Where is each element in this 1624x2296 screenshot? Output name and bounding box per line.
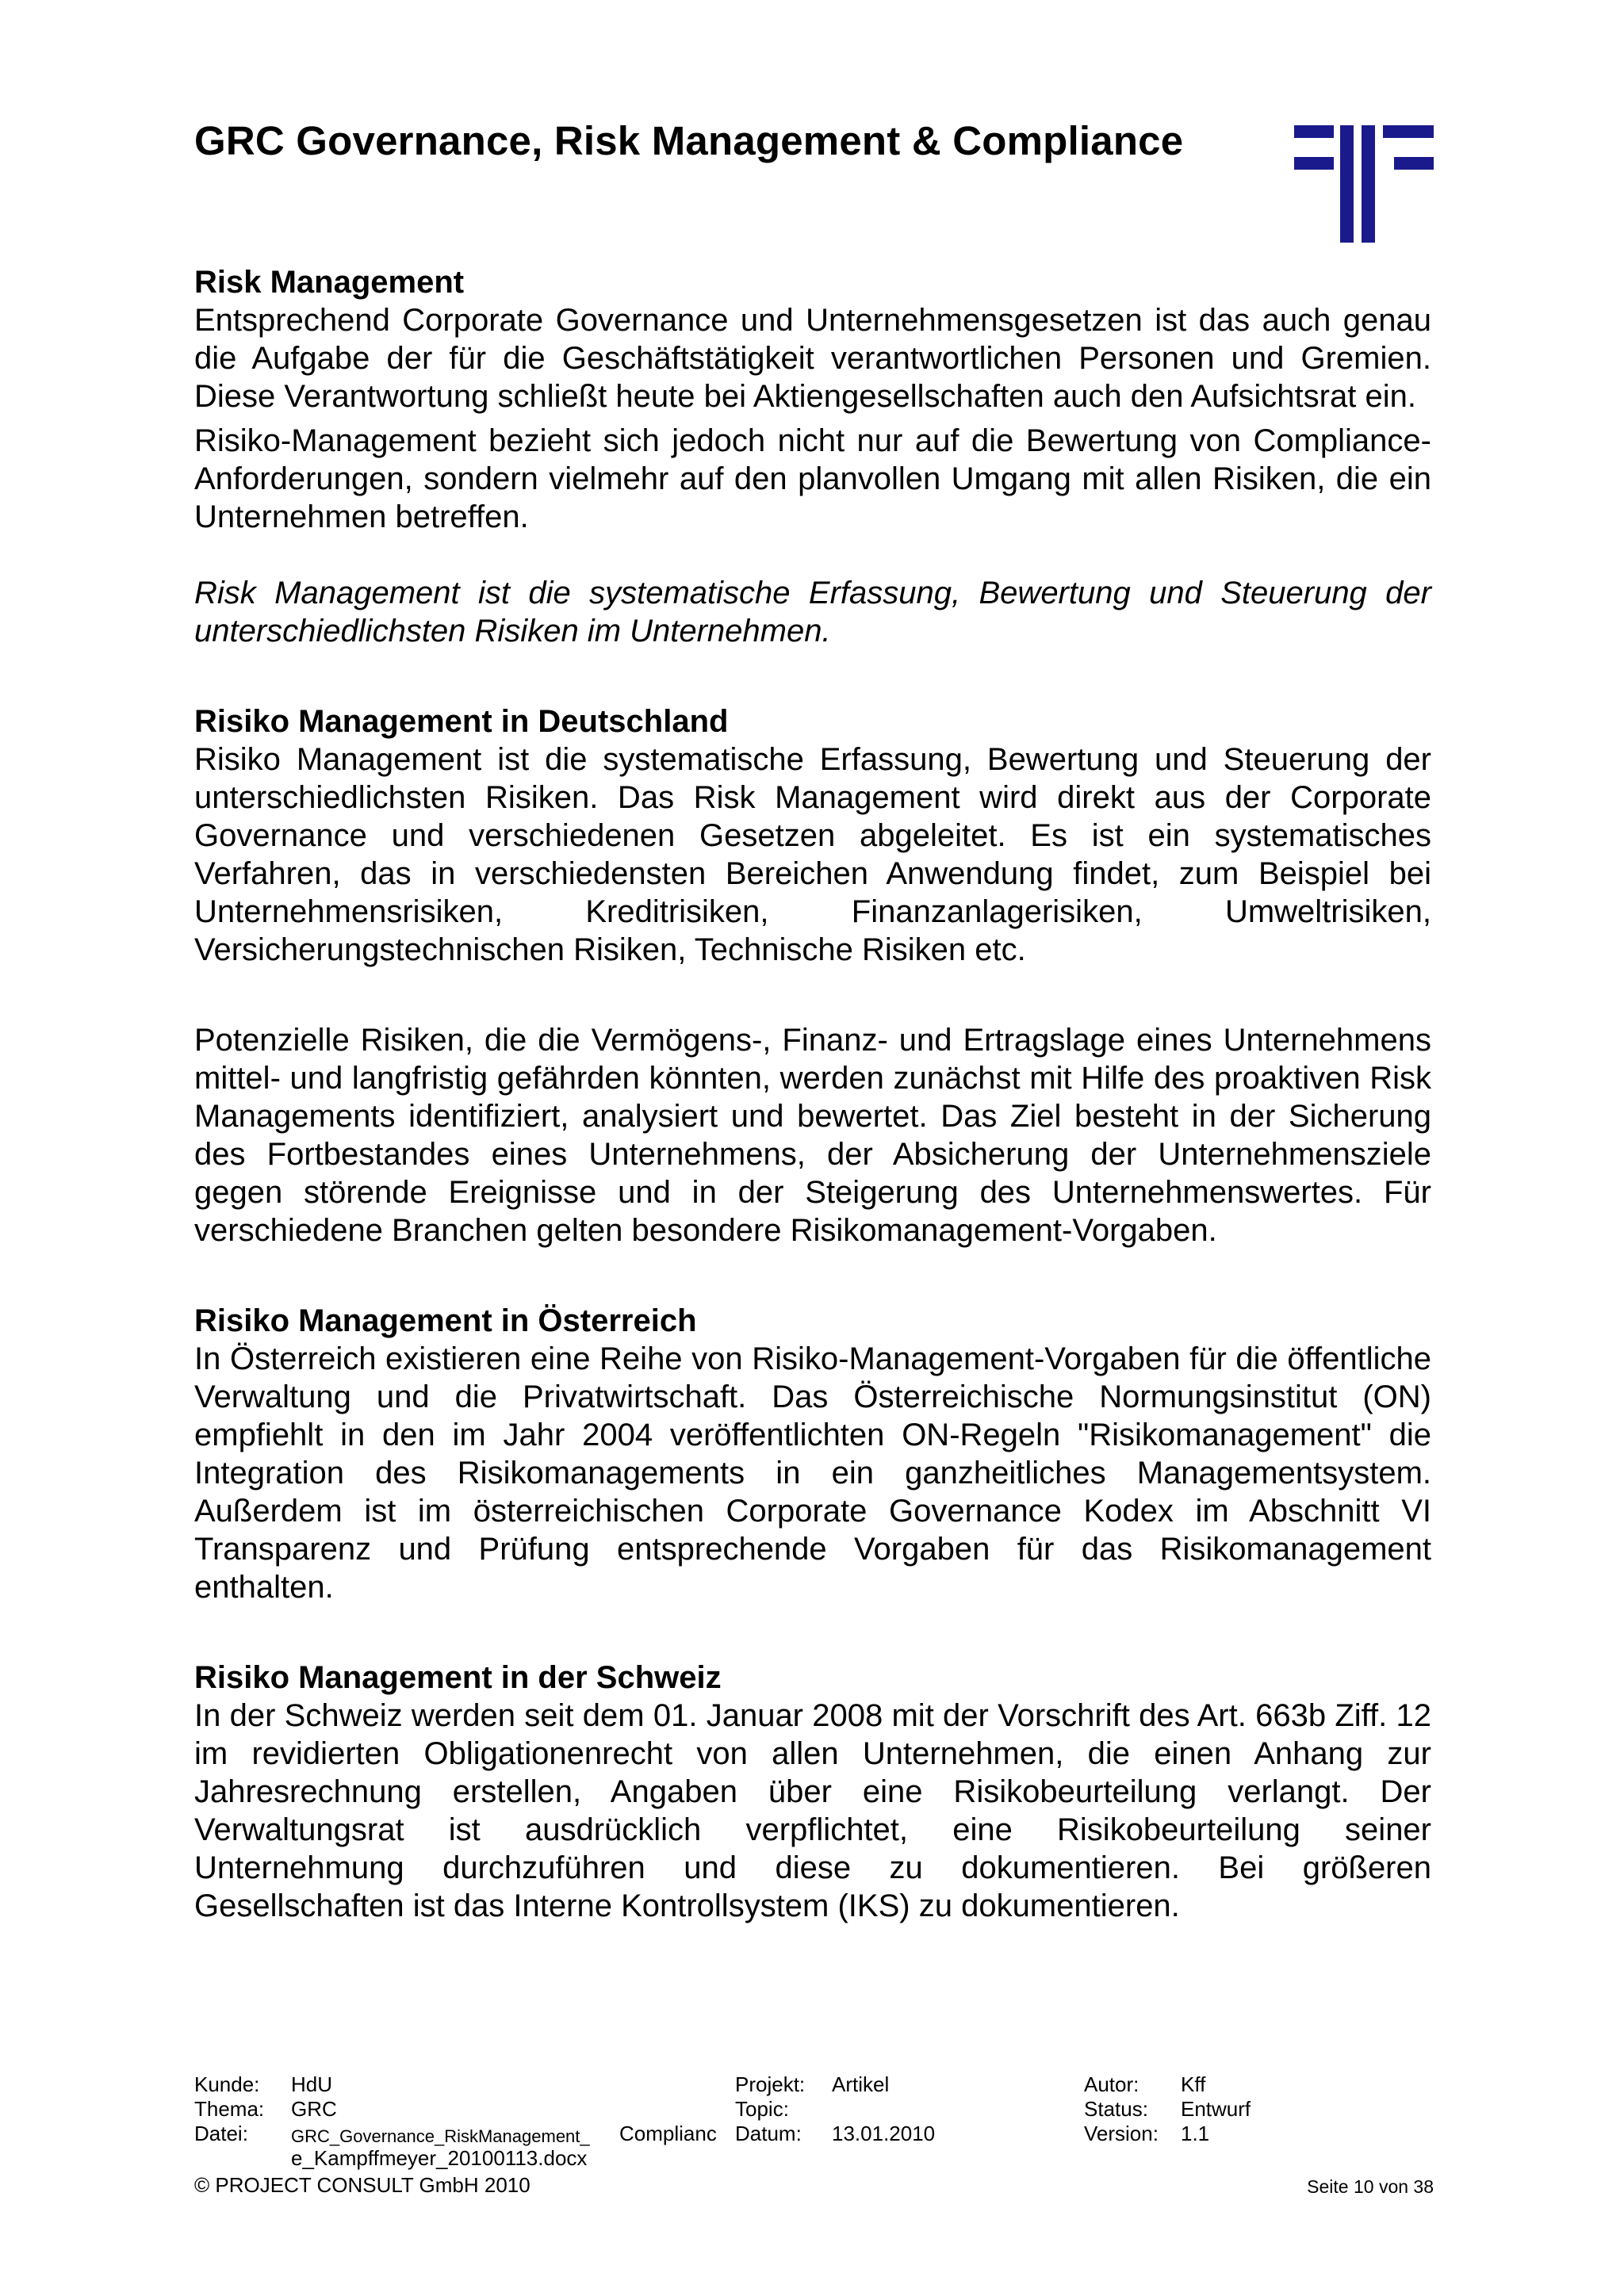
footer-datei-value: GRC_Governance_RiskManagement_ (291, 2126, 590, 2146)
footer-thema-value: GRC (291, 2097, 337, 2121)
paragraph: Risiko Management ist die systematische Erfassung, Bewertung und Steuerung der unterschiedlichsten Risiken. Das Risk Management wird direkt aus der Corporate Governance und verschiedenen Gesetzen abgeleitet. Es ist ein systematisches Verfahren, das in verschiedensten Bereichen Anwendung findet, zum Beispiel bei Unternehmensrisiken, Kreditrisiken, Finanzanlagerisiken, Umweltrisiken, Versicherungstechnischen Risiken, Technische Risiken etc. (194, 742, 1431, 967)
paragraph: Entsprechend Corporate Governance und Unternehmensgesetzen ist das auch genau die Aufgabe der für die Geschäftstätigkeit verantwortlichen Personen und Gremien. Diese Verantwortung schließt heute bei Aktiengesellschaften auch den Aufsichtsrat ein. (194, 303, 1431, 414)
footer-status-label: Status: (1084, 2097, 1148, 2121)
page-title: GRC Governance, Risk Management & Compliance (194, 118, 1184, 163)
paragraph: In der Schweiz werden seit dem 01. Januar 2008 mit der Vorschrift des Art. 663b Ziff. 12 im revidierten Obligationenrecht von allen Unternehmen, die einen Anhang zur Jahresrechnung erstellen, Angaben über eine Risikobeurteilung verlangt. Der Verwaltungsrat ist ausdrücklich verpflichtet, eine Risikobeurteilung seiner Unternehmung durchzuführen und diese zu dokumentieren. Bei größeren Gesellschaften ist das Interne Kontrollsystem (IKS) zu dokumentieren. (194, 1698, 1431, 1923)
footer-datei-value-compliance: Complianc (619, 2122, 717, 2145)
section-heading-oesterreich: Risiko Management in Österreich (194, 1303, 697, 1338)
footer-autor-value: Kff (1181, 2072, 1206, 2096)
footer-kunde-label: Kunde: (194, 2072, 260, 2096)
footer-datum-value: 13.01.2010 (832, 2122, 936, 2145)
project-consult-logo (1294, 125, 1434, 243)
footer-copyright: © PROJECT CONSULT GmbH 2010 (194, 2173, 530, 2197)
paragraph: In Österreich existieren eine Reihe von Risiko-Management-Vorgaben für die öffentliche Verwaltung und die Privatwirtschaft. Das Österreichische Normungsinstitut (ON) empfiehlt in den im Jahr 2004 veröffentlichten ON-Regeln "Risikomanagement" die Integration des Risikomanagements in ein ganzheitliches Managementsystem. Außerdem ist im österreichischen Corporate Governance Kodex im Abschnitt VI Transparenz und Prüfung entsprechende Vorgaben für das Risikomanagement enthalten. (194, 1341, 1431, 1605)
footer-projekt-value: Artikel (832, 2072, 890, 2096)
footer-status-value: Entwurf (1181, 2097, 1251, 2121)
footer-projekt-label: Projekt: (735, 2072, 806, 2096)
paragraph: Potenzielle Risiken, die die Vermögens-, Finanz- und Ertragslage eines Unternehmens mittel- und langfristig gefährden könnten, werden zunächst mit Hilfe des proaktiven Risk Managements identifiziert, analysiert und bewertet. Das Ziel besteht in der Sicherung des Fortbestandes eines Unternehmens, der Absicherung der Unternehmensziele gegen störende Ereignisse und in der Steigerung des Unternehmenswertes. Für verschiedene Branchen gelten besondere Risikomanagement-Vorgaben. (194, 1023, 1431, 1248)
section-heading-deutschland: Risiko Management in Deutschland (194, 704, 729, 739)
paragraph: Risiko-Management bezieht sich jedoch nicht nur auf die Bewertung von Compliance-Anforderungen, sondern vielmehr auf den planvollen Umgang mit allen Risiken, die ein Unternehmen betreffen. (194, 423, 1431, 534)
footer-datei-value-cont: e_Kampffmeyer_20100113.docx (291, 2146, 588, 2170)
footer-autor-label: Autor: (1084, 2072, 1139, 2096)
definition-paragraph: Risk Management ist die systematische Erfassung, Bewertung und Steuerung der unterschiedlichsten Risiken im Unternehmen. (194, 576, 1431, 649)
footer-datum-label: Datum: (735, 2122, 802, 2145)
footer-thema-label: Thema: (194, 2097, 265, 2121)
footer-topic-label: Topic: (735, 2097, 789, 2121)
section-heading-schweiz: Risiko Management in der Schweiz (194, 1660, 722, 1695)
footer-version-value: 1.1 (1181, 2122, 1210, 2145)
footer-page-number: Seite 10 von 38 (1307, 2176, 1434, 2197)
section-heading-risk-management: Risk Management (194, 265, 465, 300)
footer-kunde-value: HdU (291, 2072, 333, 2096)
document-body (194, 263, 1431, 1925)
footer-datei-label: Datei: (194, 2122, 248, 2145)
footer-version-label: Version: (1084, 2122, 1159, 2145)
